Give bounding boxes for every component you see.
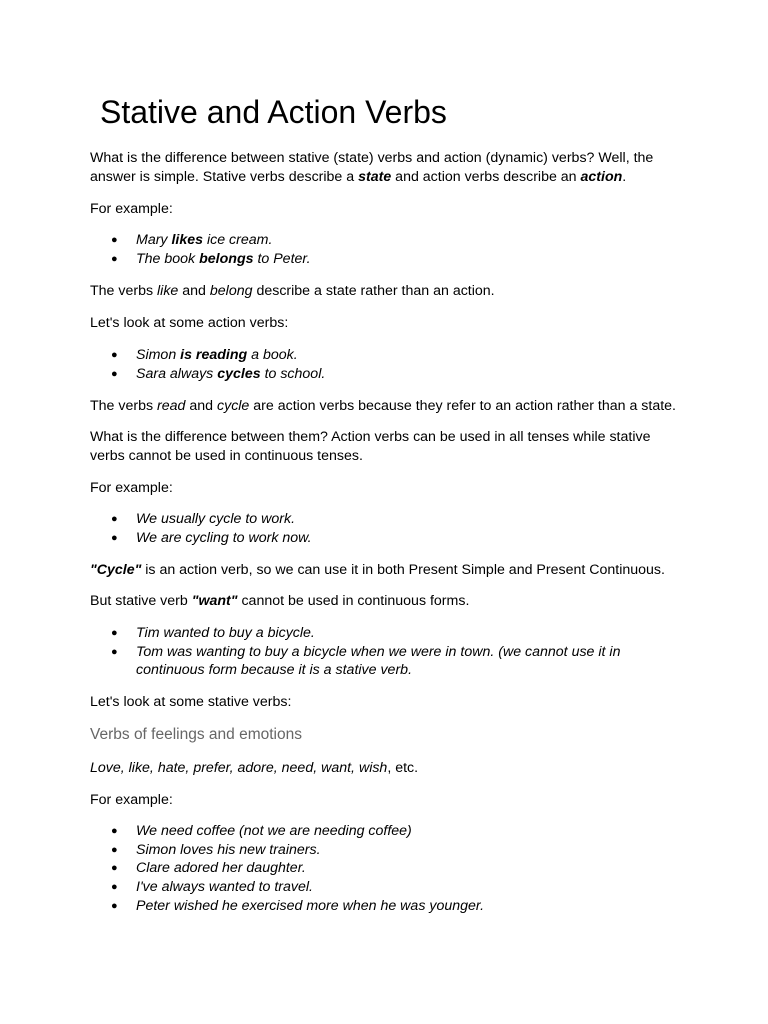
for-example-1: For example: bbox=[90, 201, 173, 217]
list-item: ● Tom was wanting to buy a bicycle when we were in town. (we cannot use it in continuous form because it is a stative verb. bbox=[111, 643, 621, 679]
intro-state-word: state bbox=[358, 168, 392, 185]
list-item: ● We usually cycle to work. bbox=[111, 511, 296, 527]
example-list-feelings bbox=[90, 822, 690, 916]
bullet-icon: ● bbox=[111, 349, 118, 361]
lets-look-action: Let's look at some action verbs: bbox=[90, 315, 289, 331]
cycle-paragraph: "Cycle" is an action verb, so we can use it in both Present Simple and Present Continuous. bbox=[90, 562, 665, 578]
example-list-want bbox=[90, 624, 630, 680]
example-list-cycle bbox=[90, 510, 690, 547]
for-example-3: For example: bbox=[90, 792, 173, 808]
intro-text-3: . bbox=[622, 168, 627, 185]
section-subheading: Verbs of feelings and emotions bbox=[90, 726, 302, 743]
bullet-icon: ● bbox=[111, 881, 118, 894]
list-item: ● Tim wanted to buy a bicycle. bbox=[111, 625, 315, 641]
list-item: ● The book belongs to Peter. bbox=[111, 250, 311, 267]
want-paragraph: But stative verb "want" cannot be used in continuous forms. bbox=[90, 593, 470, 609]
bullet-icon: ● bbox=[111, 513, 118, 525]
list-item: ● Sara always cycles to school. bbox=[111, 365, 326, 382]
difference-paragraph: What is the difference between them? Action verbs can be used in all tenses while stative verbs cannot be used in continuous tenses. bbox=[90, 429, 651, 464]
list-item: ● Clare adored her daughter. bbox=[111, 860, 306, 877]
list-item: ● Mary likes ice cream. bbox=[111, 232, 273, 248]
example-list-actions bbox=[90, 346, 690, 383]
bullet-icon: ● bbox=[111, 531, 118, 544]
example-list-states bbox=[90, 231, 690, 268]
bullet-icon: ● bbox=[111, 862, 118, 875]
intro-paragraph bbox=[90, 149, 690, 186]
bullet-icon: ● bbox=[111, 367, 118, 380]
verbs-like-paragraph: The verbs like and belong describe a state rather than an action. bbox=[90, 283, 495, 299]
list-item: ● I've always wanted to travel. bbox=[111, 879, 313, 896]
intro-text-2: and action verbs describe an bbox=[391, 168, 581, 185]
bullet-icon: ● bbox=[111, 645, 118, 658]
bullet-icon: ● bbox=[111, 899, 118, 912]
list-item: ● We need coffee (not we are needing coffee) bbox=[111, 823, 412, 839]
list-item: ● Peter wished he exercised more when he was younger. bbox=[111, 897, 485, 914]
list-item: ● Simon loves his new trainers. bbox=[111, 841, 321, 858]
bullet-icon: ● bbox=[111, 252, 118, 265]
intro-text-1: What is the difference between stative (state) verbs and action (dynamic) verbs? Well, the answer is simple. Stative verbs describe a bbox=[90, 150, 654, 185]
bullet-icon: ● bbox=[111, 234, 118, 246]
bullet-icon: ● bbox=[111, 627, 118, 639]
bullet-icon: ● bbox=[111, 825, 118, 837]
intro-action-word: action bbox=[580, 168, 623, 185]
for-example-2: For example: bbox=[90, 480, 173, 496]
page-title: Stative and Action Verbs bbox=[100, 94, 447, 130]
lets-look-stative: Let's look at some stative verbs: bbox=[90, 694, 292, 710]
list-item: ● We are cycling to work now. bbox=[111, 529, 312, 546]
list-item: ● Simon is reading a book. bbox=[111, 347, 298, 363]
bullet-icon: ● bbox=[111, 843, 118, 856]
feelings-verbs-list: Love, like, hate, prefer, adore, need, want, wish, etc. bbox=[90, 760, 419, 776]
verbs-read-paragraph: The verbs read and cycle are action verbs because they refer to an action rather than a state. bbox=[90, 398, 676, 414]
